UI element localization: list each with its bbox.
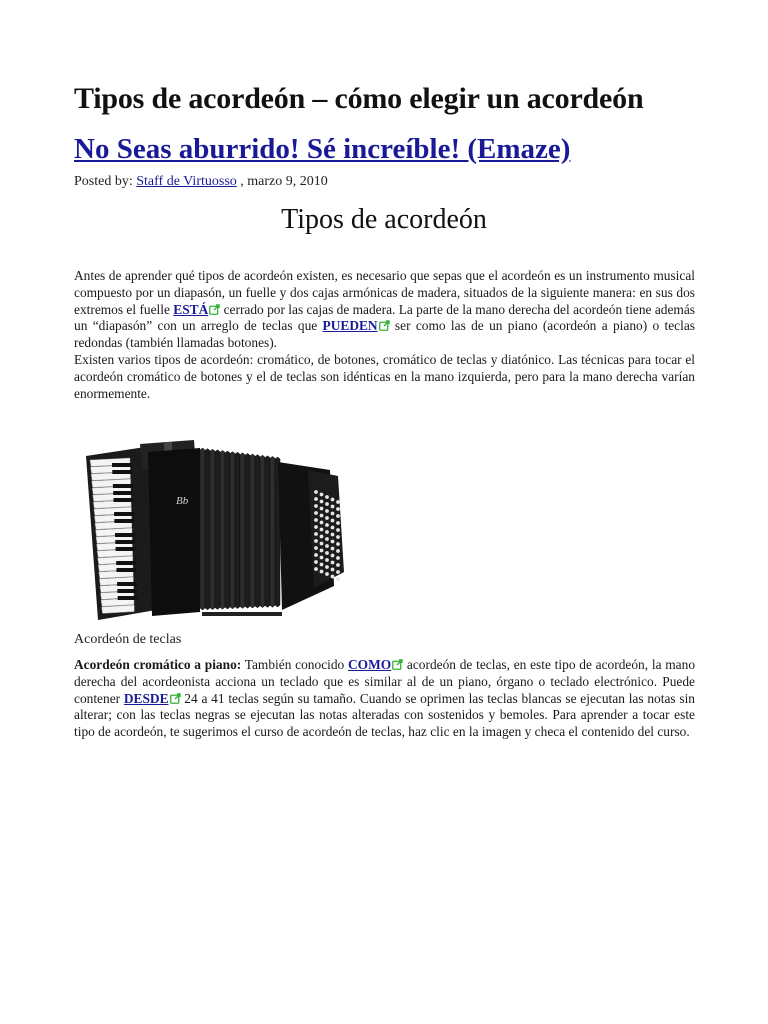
bass-button <box>325 502 329 506</box>
bass-button <box>336 542 340 546</box>
external-link-icon[interactable] <box>170 692 181 703</box>
bellows-fold <box>220 450 225 609</box>
bass-button <box>331 505 335 509</box>
bass-button <box>314 490 318 494</box>
bellows-fold <box>210 449 215 609</box>
bass-button <box>325 509 329 513</box>
bass-button <box>331 547 335 551</box>
paragraph-2: Existen varios tipos de acordeón: cromático, de botones, cromático de teclas y diatónico. Las técnicas para tocar el acordeón cromático de botones y el de teclas son idénticas en la mano izquierda, pero para la mano derecha varían enormemente. <box>74 351 695 401</box>
author-link[interactable]: Staff de Virtuosso <box>136 174 237 189</box>
bellows-fold <box>205 449 210 610</box>
bass-button <box>325 537 329 541</box>
link-esta[interactable]: ESTÁ <box>173 301 209 317</box>
posted-by-label: Posted by: <box>74 174 133 189</box>
bass-button <box>331 519 335 523</box>
bass-button <box>320 500 324 504</box>
bellows-fold <box>255 455 260 608</box>
black-key <box>116 561 136 565</box>
black-key <box>112 463 132 467</box>
bellows-fold <box>235 452 240 608</box>
bass-button <box>331 554 335 558</box>
accordion-image[interactable] <box>82 436 352 624</box>
bass-button <box>331 533 335 537</box>
black-key <box>117 582 137 586</box>
black-key <box>117 568 137 572</box>
black-key <box>115 533 135 537</box>
bellows-fold <box>245 453 250 608</box>
piano-accordion-text <box>74 657 695 741</box>
document-title: Tipos de acordeón – cómo elegir un acordeón <box>74 82 644 115</box>
brand-logo: Bb <box>176 495 189 507</box>
headline-link[interactable]: No Seas aburrido! Sé increíble! (Emaze) <box>74 133 571 165</box>
bass-button <box>336 563 340 567</box>
bass-button <box>314 553 318 557</box>
bass-button <box>325 495 329 499</box>
bass-button <box>336 535 340 539</box>
external-link-icon[interactable] <box>379 319 390 330</box>
bass-button <box>336 500 340 504</box>
link-como[interactable]: COMO <box>348 657 392 672</box>
black-key <box>114 512 134 516</box>
bass-button <box>325 530 329 534</box>
paragraph-3-lead: Acordeón cromático a piano: <box>74 657 242 672</box>
bass-button <box>320 507 324 511</box>
bass-button <box>336 528 340 532</box>
black-key <box>113 484 133 488</box>
bass-button <box>331 540 335 544</box>
bass-button <box>314 546 318 550</box>
bass-button <box>314 504 318 508</box>
bass-button <box>314 497 318 501</box>
bellows-fold <box>265 456 270 608</box>
bass-button <box>336 507 340 511</box>
bass-button <box>320 521 324 525</box>
bass-button <box>325 558 329 562</box>
black-key <box>116 547 136 551</box>
bass-button <box>314 532 318 536</box>
bass-button <box>320 514 324 518</box>
bass-button <box>336 549 340 553</box>
bass-button <box>331 512 335 516</box>
black-key <box>112 470 132 474</box>
black-key <box>114 519 134 523</box>
bass-button <box>325 551 329 555</box>
paragraph-3-text-b: acordeón de teclas, en este tipo de acordeón, la mano derecha del acordeonista acciona un teclado que es similar al de un piano, órgano o teclado electrónico. Puede contener <box>74 657 696 706</box>
bass-button <box>336 514 340 518</box>
bass-button <box>331 561 335 565</box>
bass-button <box>320 535 324 539</box>
intro-text <box>74 268 695 402</box>
paragraph-3 <box>74 657 695 741</box>
bellows-fold <box>225 451 230 609</box>
bass-button <box>336 577 340 581</box>
black-key <box>118 596 138 600</box>
black-key <box>114 498 134 502</box>
bass-button <box>314 560 318 564</box>
bass-button <box>325 523 329 527</box>
bellows-fold <box>215 450 220 610</box>
post-date: , marzo 9, 2010 <box>240 174 328 189</box>
post-meta <box>74 174 328 190</box>
section-title: Tipos de acordeón <box>281 204 487 235</box>
black-key <box>113 491 133 495</box>
paragraph-3-text-a: También conocido <box>241 657 349 672</box>
paragraph-1-text-c: ser como las de un piano (acordeón a piano) o teclas redondas (también llamadas botones). <box>74 318 695 351</box>
bass-button <box>314 518 318 522</box>
bass-button <box>336 521 340 525</box>
bass-button <box>331 498 335 502</box>
paragraph-3-text-c: 24 a 41 teclas según su tamaño. Cuando se oprimen las teclas blancas se ejecutan las notas sin alterar; con las teclas negras se ejecutan las notas alteradas con sostenidos y bemoles. Para aprender a tocar este tipo de acordeón, te sugerimos el curso de acordeón de teclas, haz clic en la imagen y checa el contenido del curso. <box>74 690 695 740</box>
bass-button <box>314 539 318 543</box>
bass-button <box>331 568 335 572</box>
bellows-fold <box>270 456 275 607</box>
bass-button <box>336 556 340 560</box>
bass-button <box>325 565 329 569</box>
bass-button <box>314 511 318 515</box>
external-link-icon[interactable] <box>209 303 220 314</box>
paragraph-1-text-b: cerrado por las cajas de madera. La parte de la mano derecha del acordeón tiene además un “diapasón” con un arreglo de teclas que <box>74 301 696 334</box>
bass-button <box>320 563 324 567</box>
bass-button <box>320 570 324 574</box>
image-caption: Acordeón de teclas <box>74 632 182 647</box>
bass-button <box>331 526 335 530</box>
bass-button <box>314 567 318 571</box>
bass-button <box>325 572 329 576</box>
bellows-fold <box>200 448 205 610</box>
bass-button <box>320 556 324 560</box>
paragraph-1 <box>74 268 695 352</box>
bellows-fold <box>260 455 265 607</box>
bass-button <box>325 516 329 520</box>
bellows-fold <box>230 452 235 609</box>
black-key <box>115 540 135 544</box>
bass-button <box>325 544 329 548</box>
bass-button <box>320 549 324 553</box>
bellows-fold <box>240 453 245 609</box>
link-pueden[interactable]: PUEDEN <box>322 318 378 334</box>
link-desde[interactable]: DESDE <box>123 690 169 706</box>
bellows-fold <box>250 454 255 608</box>
external-link-icon[interactable] <box>392 658 403 669</box>
black-key <box>117 589 137 593</box>
bass-button <box>336 570 340 574</box>
paragraph-1-text-a: Antes de aprender qué tipos de acordeón existen, es necesario que sepas que el acordeón es un instrumento musical compuesto por un diapasón, un fuelle y dos cajas armónicas de madera, situados de la siguiente manera: en sus dos extremos el fuelle <box>74 268 695 317</box>
bass-button <box>320 493 324 497</box>
bass-button <box>314 525 318 529</box>
bass-button <box>331 575 335 579</box>
bass-button <box>320 528 324 532</box>
bass-button <box>320 542 324 546</box>
